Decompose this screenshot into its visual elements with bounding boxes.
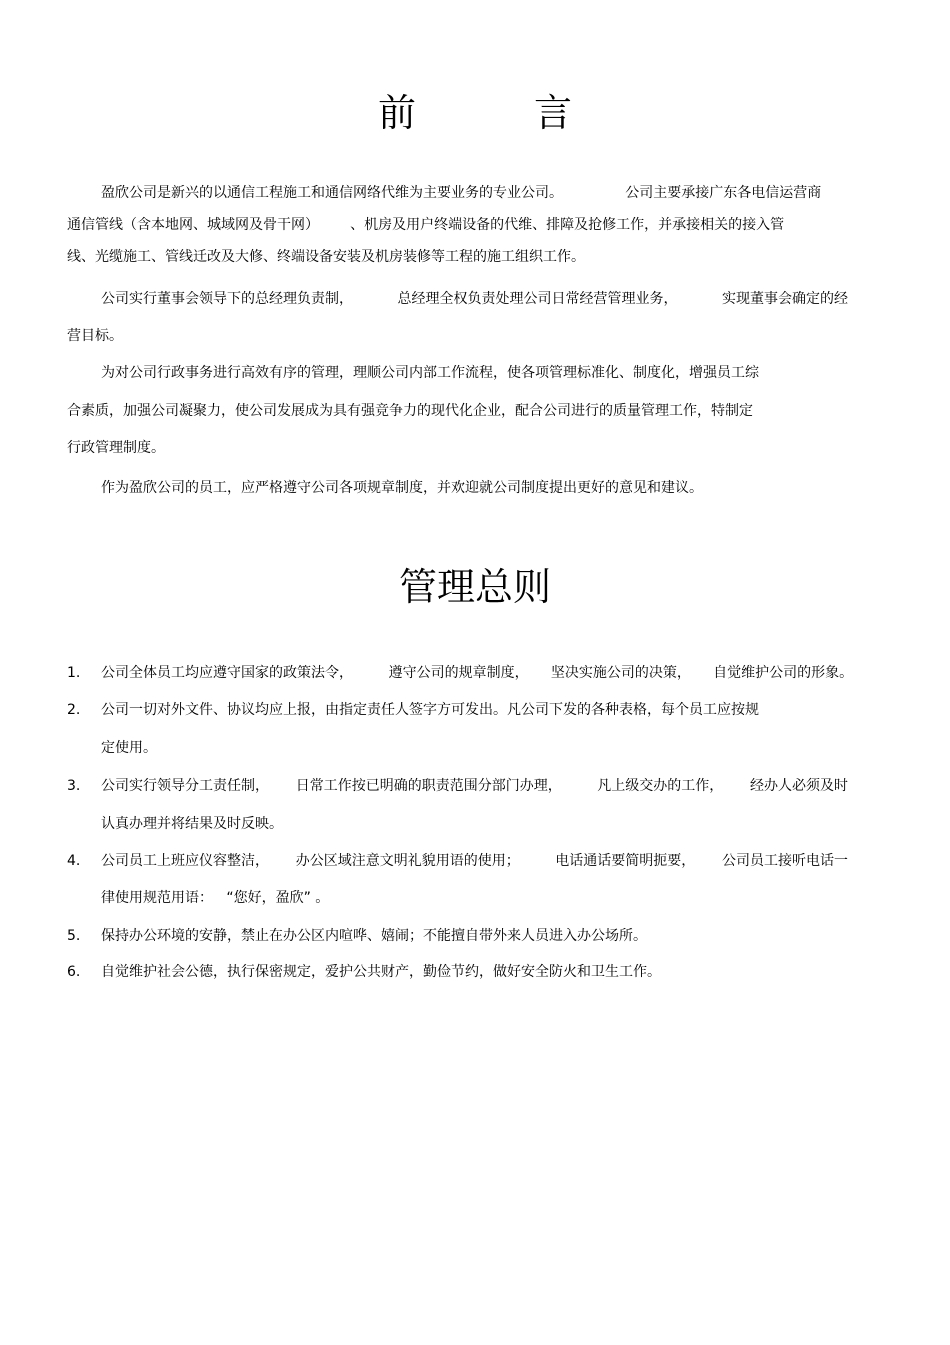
preface-p3-line3: 行政管理制度。 [67, 440, 165, 456]
preface-p1-line2: 通信管线（含本地网、城域网及骨干网） 、机房及用户终端设备的代维、排障及抢修工作，并承接相关的接入管 [67, 217, 785, 233]
rule-4-number: 4. [67, 853, 81, 869]
rule-2-number: 2. [67, 702, 81, 718]
rule-2-line2: 定使用。 [101, 740, 157, 756]
rule-3-line1: 公司实行领导分工责任制， 日常工作按已明确的职责范围分部门办理， 凡上级交办的工作， 经办人必须及时 [101, 778, 849, 794]
rule-5-number: 5. [67, 928, 81, 944]
rule-4-line2: 律使用规范用语： “您好，盈欣” 。 [101, 890, 330, 906]
rule-3-number: 3. [67, 778, 81, 794]
preface-p3-line2: 合素质，加强公司凝聚力，使公司发展成为具有强竞争力的现代化企业，配合公司进行的质量管理工作，特制定 [67, 403, 753, 419]
rules-title: 管理总则 [398, 565, 551, 609]
preface-p2-line2: 营目标。 [67, 328, 123, 344]
rule-6-number: 6. [67, 964, 81, 980]
preface-title: 前 言 [377, 91, 612, 135]
rule-3-line2: 认真办理并将结果及时反映。 [101, 816, 283, 832]
preface-p4-line1: 作为盈欣公司的员工，应严格遵守公司各项规章制度，并欢迎就公司制度提出更好的意见和建议。 [101, 480, 703, 496]
preface-p1-line1: 盈欣公司是新兴的以通信工程施工和通信网络代维为主要业务的专业公司。 公司主要承接广东各电信运营商 [101, 185, 822, 201]
rule-1-line1: 公司全体员工均应遵守国家的政策法令， 遵守公司的规章制度， 坚决实施公司的决策， 自觉维护公司的形象。 [101, 665, 854, 681]
rule-4-line1: 公司员工上班应仪容整洁， 办公区域注意文明礼貌用语的使用； 电话通话要简明扼要， 公司员工接听电话一 [101, 853, 849, 869]
preface-p3-line1: 为对公司行政事务进行高效有序的管理，理顺公司内部工作流程，使各项管理标准化、制度化，增强员工综 [101, 365, 759, 381]
rule-2-line1: 公司一切对外文件、协议均应上报，由指定责任人签字方可发出。凡公司下发的各种表格，每个员工应按规 [101, 702, 759, 718]
preface-p2-line1: 公司实行董事会领导下的总经理负责制， 总经理全权负责处理公司日常经营管理业务， 实现董事会确定的经 [101, 291, 849, 307]
preface-p1-line3: 线、光缆施工、管线迁改及大修、终端设备安装及机房装修等工程的施工组织工作。 [67, 249, 585, 265]
rule-5-line1: 保持办公环境的安静，禁止在办公区内喧哗、嬉闹；不能擅自带外来人员进入办公场所。 [101, 928, 647, 944]
rule-6-line1: 自觉维护社会公德，执行保密规定，爱护公共财产，勤俭节约，做好安全防火和卫生工作。 [101, 964, 661, 980]
rule-1-number: 1. [67, 665, 81, 681]
